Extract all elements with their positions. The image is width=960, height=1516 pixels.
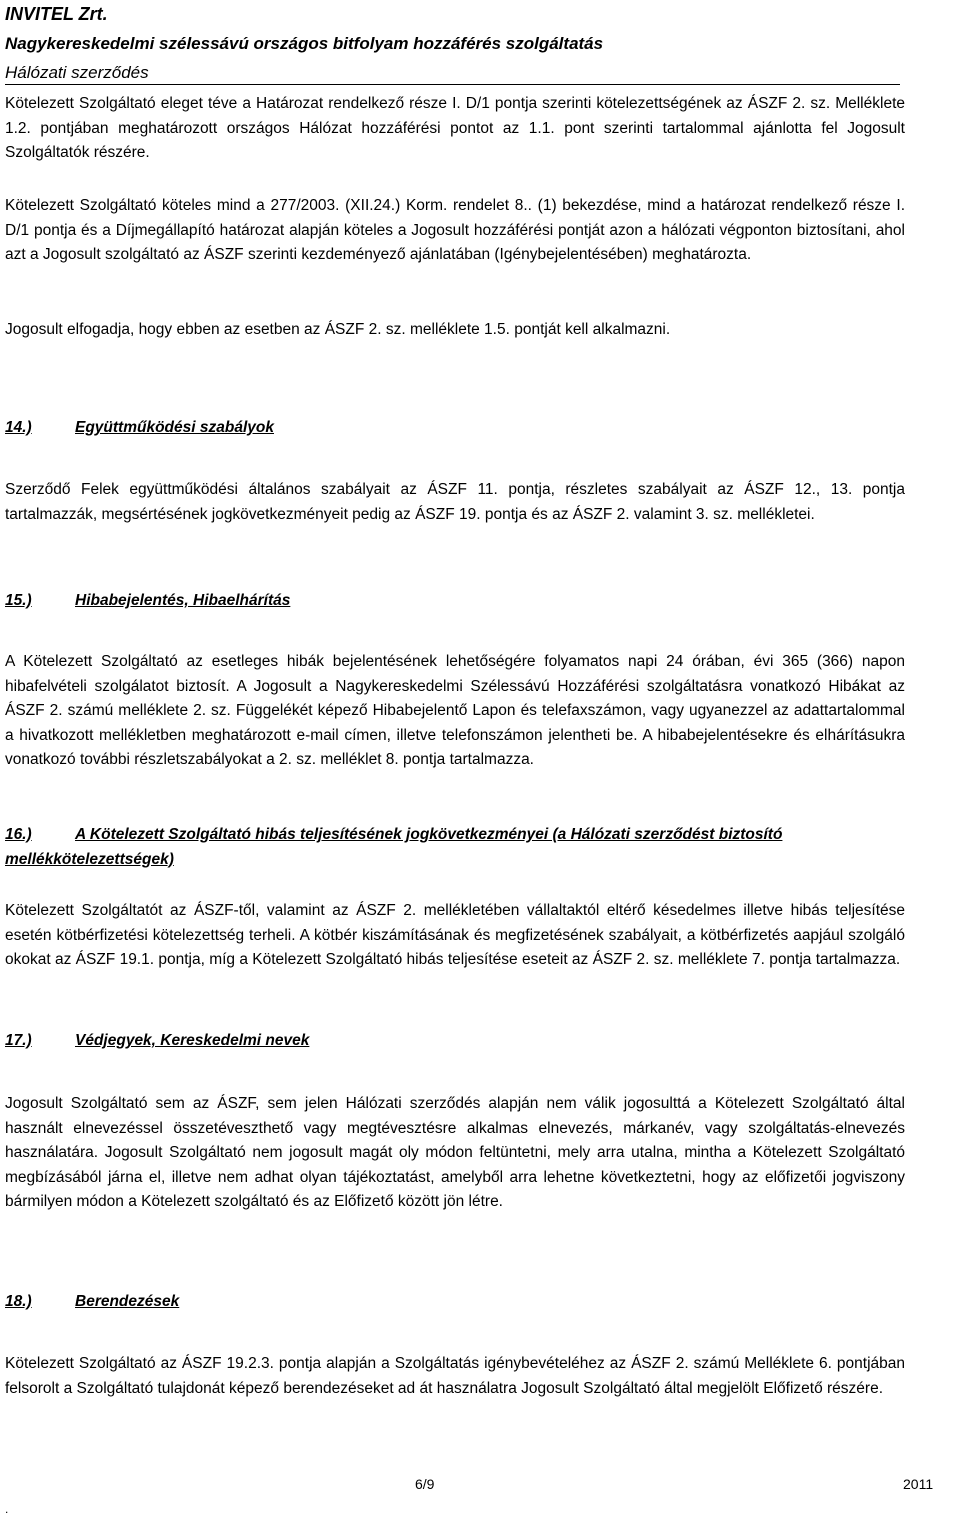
section-number: 15.) — [5, 592, 32, 609]
section-title: Együttműködési szabályok — [75, 419, 274, 436]
intro-paragraph-3: Jogosult elfogadja, hogy ebben az esetben az ÁSZF 2. sz. melléklete 1.5. pontját kell alkalmazni. — [5, 321, 671, 338]
section-title: A Kötelezett Szolgáltató hibás teljesítésének jogkövetkezményei (a Hálózati szerződést biztosító mellékkötelezettségek) — [5, 826, 783, 868]
section-number: 14.) — [5, 419, 32, 436]
section-number: 17.) — [5, 1032, 32, 1049]
page-number: 6/9 — [415, 1476, 435, 1492]
section-body-15: A Kötelezett Szolgáltató az esetleges hibák bejelentésének lehetőségére folyamatos napi 24 órában, évi 365 (366) napon hibafelvételi szolgálatot biztosít. A Jogosult a Nagykereskedelmi Szélessávú Hozzáférési szolgáltatásra vonatkozó Hibákat az ÁSZF 2. számú melléklete 2. sz. Függelékét képező Hibabejelentő Lapon és telefaxszámon, vagy ugyanezzel az adattartalommal a hivatkozott mellékletben meghatározott e-mail címen, illetve telefonszámon jelentheti be. A hibabejelentésekre és elhárításukra vonatkozó további részletszabályokat a 2. sz. melléklet 8. pontja tartalmazza. — [5, 653, 905, 768]
section-heading-17 — [5, 1029, 905, 1054]
section-title: Védjegyek, Kereskedelmi nevek — [75, 1032, 310, 1049]
section-title: Hibabejelentés, Hibaelhárítás — [75, 592, 291, 609]
section-heading-15 — [5, 589, 905, 614]
section-body-18: Kötelezett Szolgáltató az ÁSZF 19.2.3. pontja alapján a Szolgáltatás igénybevételéhez az ÁSZF 2. számú Melléklete 6. pontjában felsorolt a Szolgáltató tulajdonát képező berendezéseket ad át használatra Jogosult Szolgáltató által megjelölt Előfizető részére. — [5, 1355, 905, 1397]
section-heading-16 — [5, 823, 905, 872]
section-body-16: Kötelezett Szolgáltatót az ÁSZF-től, valamint az ÁSZF 2. mellékletében vállaltaktól eltérő késedelmes illetve hibás teljesítése esetén kötbérfizetési kötelezettség terheli. A kötbér kiszámításának és megfizetésének szabályait, a kötbérfizetés aapjául szolgáló okokat az ÁSZF 19.1. pontja, míg a Kötelezett Szolgáltató hibás teljesítése eseteit az ÁSZF 2. sz. melléklete 7. pontja tartalmazza. — [5, 902, 905, 968]
section-heading-18 — [5, 1290, 905, 1315]
footer-year: 2011 — [903, 1476, 934, 1492]
intro-paragraph-2: Kötelezett Szolgáltató köteles mind a 277/2003. (XII.24.) Korm. rendelet 8.. (1) bekezdése, mind a határozat rendelkező része I. D/1 pontja és a Díjmegállapító határozat alapján köteles a Jogosult hozzáférési pontját azon a hálózati végponton biztosítani, ahol azt a Jogosult szolgáltató az ÁSZF szerinti kezdeményező ajánlatában (Igénybejelentésében) meghatározta. — [5, 197, 905, 263]
section-number: 16.) — [5, 826, 32, 843]
section-body-14: Szerződő Felek együttműködési általános szabályait az ÁSZF 11. pontja, részletes szabályait az ÁSZF 12., 13. pontja tartalmazzák, megsértésének jogkövetkezményeit pedig az ÁSZF 19. pontja és az ÁSZF 2. valamint 3. sz. mellékletei. — [5, 481, 905, 523]
intro-paragraph-1: Kötelezett Szolgáltató eleget téve a Határozat rendelkező része I. D/1 pontja szerinti kötelezettségének az ÁSZF 2. sz. Melléklete 1.2. pontjában meghatározott országos Hálózat hozzáférési pontot az 1.1. pont szerinti tartalommal ajánlotta fel Jogosult Szolgáltatók részére. — [5, 95, 905, 161]
section-heading-14 — [5, 416, 905, 441]
header-company: INVITEL Zrt. — [5, 4, 108, 24]
header-contract-title: Hálózati szerződés — [5, 62, 900, 85]
footer-dot: . — [5, 1502, 9, 1516]
section-number: 18.) — [5, 1293, 32, 1310]
header-service-title: Nagykereskedelmi szélessávú országos bitfolyam hozzáférés szolgáltatás — [5, 34, 604, 53]
section-title: Berendezések — [75, 1293, 180, 1310]
section-body-17: Jogosult Szolgáltató sem az ÁSZF, sem jelen Hálózati szerződés alapján nem válik jogosulttá a Kötelezett Szolgáltató által használt elnevezéssel összetéveszthető vagy megtévesztésre alkalmas elnevezés, márkanév, vagy szolgáltatás-elnevezés használatára. Jogosult Szolgáltató nem jogosult magát oly módon feltüntetni, mely arra utalna, mintha a Kötelezett Szolgáltató megbízásából járna el, illetve nem adhat olyan tájékoztatást, amelyből arra lehetne következtetni, hogy az előfizetői jogviszony bármilyen módon a Kötelezett szolgáltató és az Előfizető között jön létre. — [5, 1095, 905, 1210]
